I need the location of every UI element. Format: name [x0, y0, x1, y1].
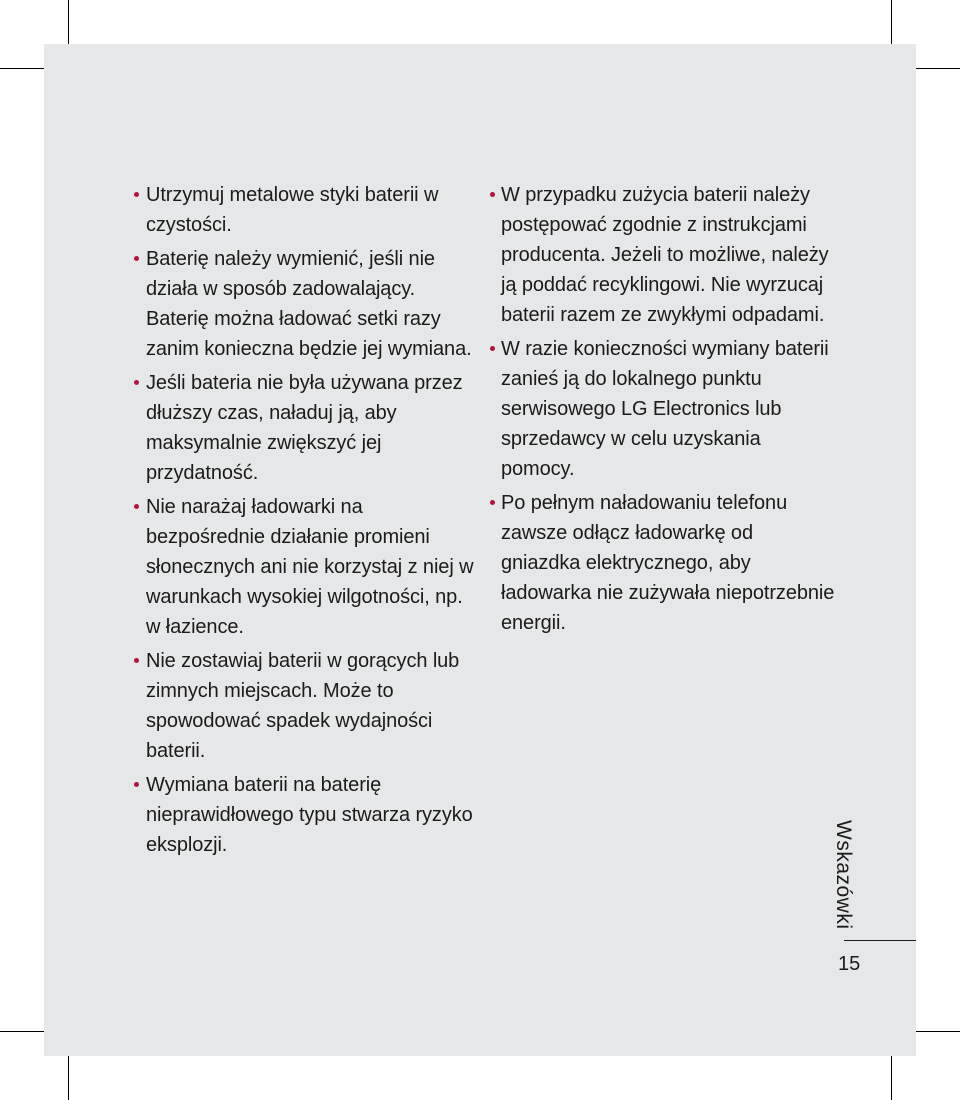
bullet-icon [490, 192, 495, 197]
bullet-icon [134, 256, 139, 261]
bullet-icon [490, 346, 495, 351]
crop-mark [68, 1056, 69, 1100]
list-item-text: Jeśli bateria nie była używana przez dłuższy czas, naładuj ją, aby maksymalnie zwiększyć jej przydatność. [146, 372, 463, 484]
list-item-text: Po pełnym naładowaniu telefonu zawsze odłącz ładowarkę od gniazdka elektrycznego, aby ładowarka nie zużywała niepotrzebnie energii. [501, 492, 835, 634]
crop-mark [68, 0, 69, 44]
list-item [134, 244, 474, 364]
list-item [134, 646, 474, 766]
list-item [134, 492, 474, 642]
bullet-icon [134, 380, 139, 385]
list-item [134, 180, 474, 240]
left-column [134, 180, 474, 864]
crop-mark [891, 0, 892, 44]
list-item [490, 488, 835, 638]
bullet-icon [134, 658, 139, 663]
tips-list-left [134, 180, 474, 860]
list-item-text: Wymiana baterii na baterię nieprawidłowego typu stwarza ryzyko eksplozji. [146, 774, 473, 856]
section-label: Wskazówki [832, 820, 855, 930]
list-item [134, 368, 474, 488]
crop-mark [916, 1031, 960, 1032]
bullet-icon [134, 782, 139, 787]
bullet-icon [490, 500, 495, 505]
page-number: 15 [838, 953, 861, 975]
crop-mark [0, 68, 44, 69]
crop-mark [0, 1031, 44, 1032]
crop-mark [916, 68, 960, 69]
list-item-text: Utrzymuj metalowe styki baterii w czystości. [146, 184, 439, 236]
bullet-icon [134, 504, 139, 509]
section-divider [844, 940, 916, 941]
list-item [134, 770, 474, 860]
list-item-text: Nie narażaj ładowarki na bezpośrednie działanie promieni słonecznych ani nie korzystaj z niej w warunkach wysokiej wilgotności, np. w łazience. [146, 496, 474, 638]
list-item-text: Nie zostawiaj baterii w gorących lub zimnych miejscach. Może to spowodować spadek wydajności baterii. [146, 650, 460, 762]
right-column [490, 180, 835, 642]
list-item [490, 180, 835, 330]
crop-mark [891, 1056, 892, 1100]
tips-list-right [490, 180, 835, 638]
list-item-text: Baterię należy wymienić, jeśli nie działa w sposób zadowalający. Baterię można ładować setki razy zanim konieczna będzie jej wymiana. [146, 248, 472, 360]
bullet-icon [134, 192, 139, 197]
list-item-text: W przypadku zużycia baterii należy postępować zgodnie z instrukcjami producenta. Jeżeli to możliwe, należy ją poddać recyklingowi. Nie wyrzucaj baterii razem ze zwykłymi odpadami. [501, 184, 829, 326]
list-item [490, 334, 835, 484]
list-item-text: W razie konieczności wymiany baterii zanieś ją do lokalnego punktu serwisowego LG Electronics lub sprzedawcy w celu uzyskania pomocy. [501, 338, 829, 480]
